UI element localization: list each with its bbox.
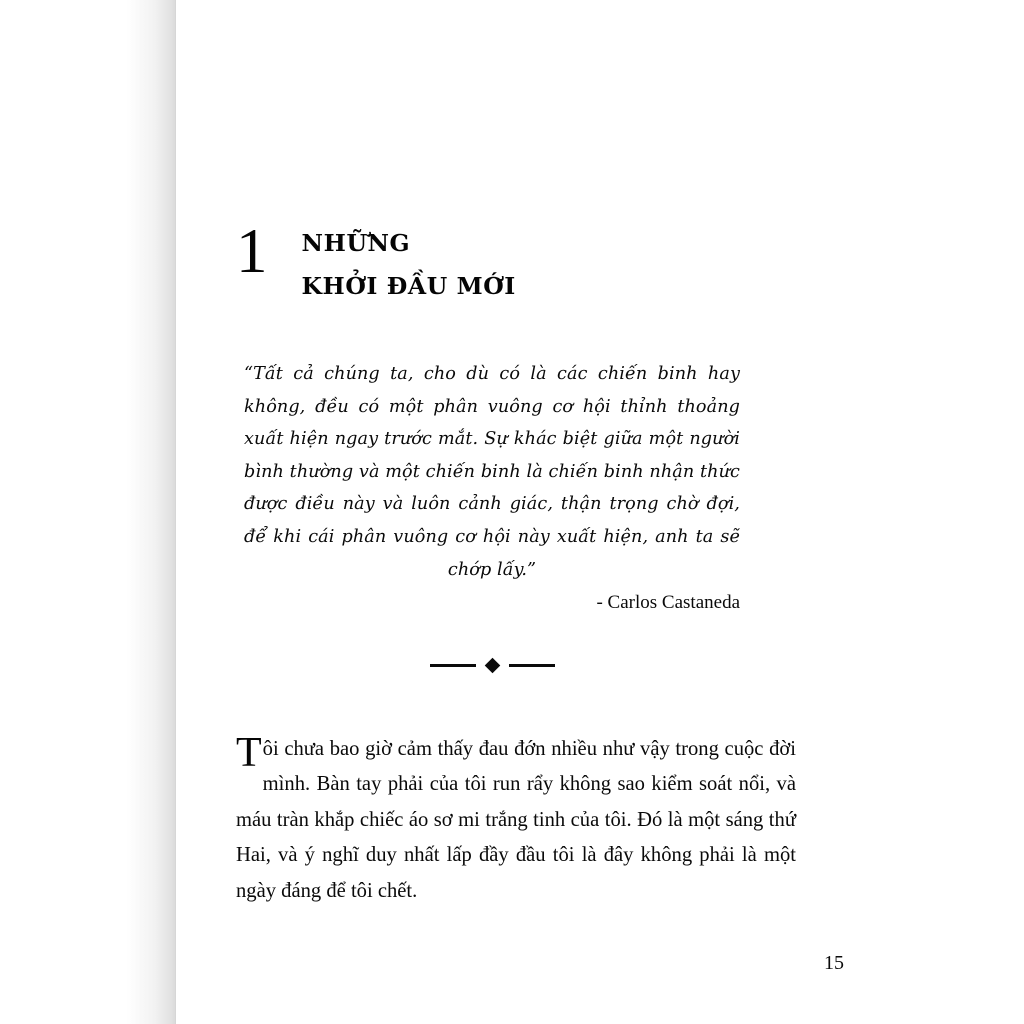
page-edge-shadow: [0, 0, 176, 1024]
page-number: 15: [824, 952, 844, 974]
divider-rule-left: [430, 664, 476, 667]
chapter-title-line-2: KHỞI ĐẦU MỚI: [301, 272, 516, 300]
chapter-title-line-1: NHỮNG: [301, 229, 411, 257]
diamond-icon: [484, 658, 500, 674]
epigraph-attribution: - Carlos Castaneda: [596, 592, 740, 613]
drop-cap: T: [236, 730, 262, 776]
divider-rule-right: [509, 664, 555, 667]
book-page: [176, 0, 1024, 1024]
epigraph-quote: “Tất cả chúng ta, cho dù có là các chiến binh hay không, đều có một phân vuông cơ hội thỉnh thoảng xuất hiện ngay trước mắt. Sự khác biệt giữa một người bình thường và một chiến binh là chiến binh nhận thức được điều này và luôn cảnh giác, thận trọng chờ đợi, để khi cái phân vuông cơ hội này xuất hiện, anh ta sẽ chớp lấy.”: [244, 364, 740, 580]
chapter-title: [302, 216, 516, 308]
divider-ornament: [244, 660, 740, 671]
chapter-heading: [236, 216, 856, 308]
chapter-number: 1: [236, 216, 268, 286]
body-paragraph-text: ôi chưa bao giờ cảm thấy đau đớn nhiều như vậy trong cuộc đời mình. Bàn tay phải của tôi run rẩy không sao kiểm soát nổi, và máu tràn khắp chiếc áo sơ mi trắng tinh của tôi. Đó là một sáng thứ Hai, và ý nghĩ duy nhất lấp đầy đầu tôi là đây không phải là một ngày đáng để tôi chết.: [236, 738, 796, 902]
body-paragraph: [236, 732, 796, 909]
page-content: [236, 0, 856, 1024]
